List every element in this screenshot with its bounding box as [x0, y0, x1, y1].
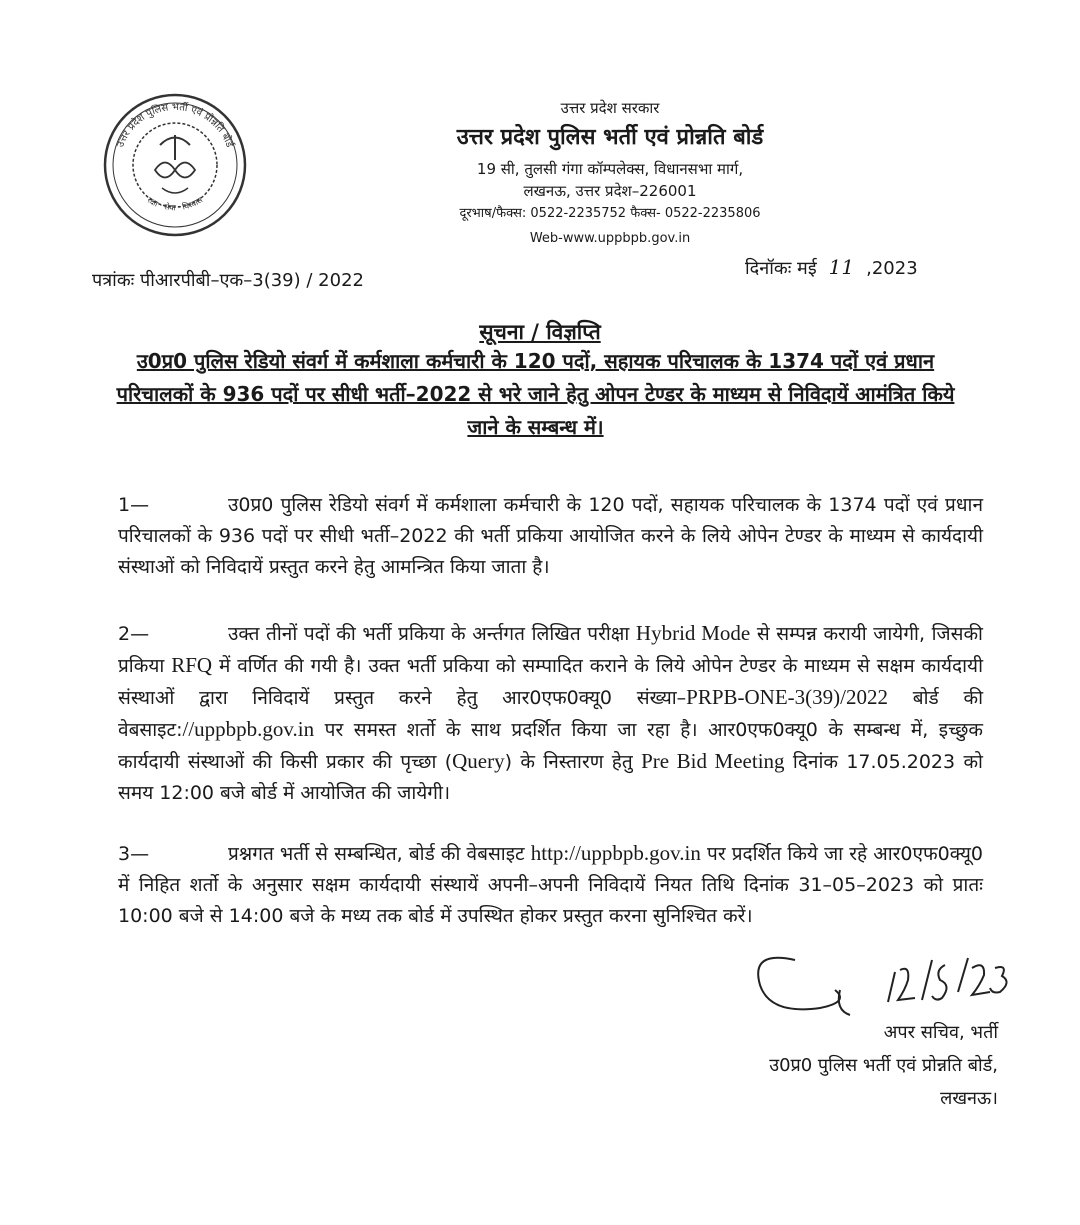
rfq-number: PRPB-ONE-3(39)/2022 [686, 685, 888, 709]
reference-number: पत्रांकः पीआरपीबी–एक–3(39) / 2022 [92, 270, 364, 291]
signature-block [769, 1016, 998, 1115]
address-line-2: लखनऊ, उत्तर प्रदेश–226001 [523, 182, 697, 200]
paragraph-text: से सम्पन्न करायी जायेगी, जिसकी प्रकिया [118, 623, 983, 677]
paragraph-1 [118, 490, 983, 583]
emblem-ring-text-bottom: रक्षा · सेवा · विश्वास [145, 195, 205, 213]
government-name: उत्तर प्रदेश सरकार [560, 99, 660, 117]
website-link: //uppbpb.gov.in [182, 717, 315, 741]
board-emblem-icon [100, 90, 250, 240]
board-name: उत्तर प्रदेश पुलिस भर्ती एवं प्रोन्नति बोर्ड [456, 125, 764, 150]
paragraph-text: पर प्रदर्शित किये जा रहे आर0एफ0क्यू0 में निहित शर्तो के अनुसार सक्षम कार्यदायी संस्थायें अपनी–अपनी निविदायें नियत तिथि दिनांक 31–05–2023 को प्रातः 10:00 बजे से 14:00 बजे के मध्य तक बोर्ड में उपस्थित होकर प्रस्तुत करना सुनिश्चित करें। [118, 843, 983, 927]
website: Web-www.uppbpb.gov.in [529, 231, 691, 246]
signatory-organisation: उ0प्र0 पुलिस भर्ती एवं प्रोन्नति बोर्ड, [769, 1055, 998, 1076]
svg-text:रक्षा · सेवा · विश्वास [146, 195, 205, 212]
notice-subject: उ0प्र0 पुलिस रेडियो संवर्ग में कर्मशाला कर्मचारी के 120 पदों, सहायक परिचालक के 1374 पदों एवं प्रधान परिचालकों के 936 पदों पर सीधी भर्ती–2022 से भरे जाने हेतु ओपन टेण्डर के माध्यम से निविदायें आमंत्रित किये जाने के सम्बन्ध में। [116, 349, 955, 439]
paragraph-text: दिनांक 17.05.2023 को समय 12:00 बजे बोर्ड में आयोजित की जायेगी। [118, 751, 983, 804]
paragraph-text: प्रश्नगत भर्ती से सम्बन्धित, बोर्ड की वेबसाइट [228, 843, 531, 865]
paragraph-text: उ0प्र0 पुलिस रेडियो संवर्ग में कर्मशाला कर्मचारी के 120 पदों, सहायक परिचालक के 1374 पदों एवं प्रधान परिचालकों के 936 पदों पर सीधी भर्ती–2022 की भर्ती प्रकिया आयोजित करने के लिये ओपेन टेण्डर के माध्यम से कार्यदायी संस्थाओं को निविदायें प्रस्तुत करने हेतु आमन्त्रित किया जाता है। [118, 494, 983, 578]
address-line-1: 19 सी, तुलसी गंगा कॉम्पलेक्स, विधानसभा मार्ग, [476, 160, 744, 178]
date-label: दिनॉकः मई [745, 258, 817, 279]
letterhead [405, 98, 815, 250]
paragraph-text: उक्त तीनों पदों की भर्ती प्रकिया के अर्न्तगत लिखित परीक्षा [228, 623, 636, 645]
signatory-designation: अपर सचिव, भर्ती [883, 1022, 998, 1043]
latin-term: RFQ [171, 653, 213, 677]
paragraph-text: पर समस्त शर्तो के साथ प्रदर्शित किया जा रहा है। आर0एफ0क्यू0 के सम्बन्ध में, इच्छुक कार्यदायी संस्थाओं की किसी प्रकार की पृच्छा ( [118, 719, 983, 773]
signatory-city: लखनऊ। [940, 1088, 998, 1109]
paragraph-text: ) के निस्तारण हेतु [504, 751, 642, 773]
date-day: 11 [828, 255, 855, 279]
paragraph-number: 1— [118, 494, 150, 516]
date-line [745, 255, 918, 280]
paragraph-number: 3— [118, 843, 150, 865]
paragraph-text: बोर्ड की वेबसाइट: [118, 687, 983, 741]
latin-term: Pre Bid Meeting [641, 749, 785, 773]
notice-title: सूचना / विज्ञप्ति [479, 320, 601, 344]
latin-term: Hybrid Mode [635, 621, 751, 645]
paragraph-number: 2— [118, 623, 150, 645]
latin-term: Query [452, 749, 505, 773]
paragraph-2 [118, 618, 983, 809]
paragraph-text: में वर्णित की गयी है। उक्त भर्ती प्रकिया को सम्पादित कराने के लिये ओपेन टेण्डर के माध्यम से सक्षम कार्यदायी संस्थाओं द्वारा निविदायें प्रस्तुत करने हेतु आर0एफ0क्यू0 संख्या– [118, 655, 984, 709]
emblem-ring-text-top: उत्तर प्रदेश पुलिस भर्ती एवं प्रोन्नति बोर्ड [115, 101, 235, 149]
paragraph-3 [118, 838, 983, 932]
website-link: http://uppbpb.gov.in [530, 841, 701, 865]
date-year: ,2023 [866, 258, 918, 279]
phone-fax: दूरभाष/फैक्स: 0522-2235752 फैक्स- 0522-2235806 [459, 206, 761, 221]
